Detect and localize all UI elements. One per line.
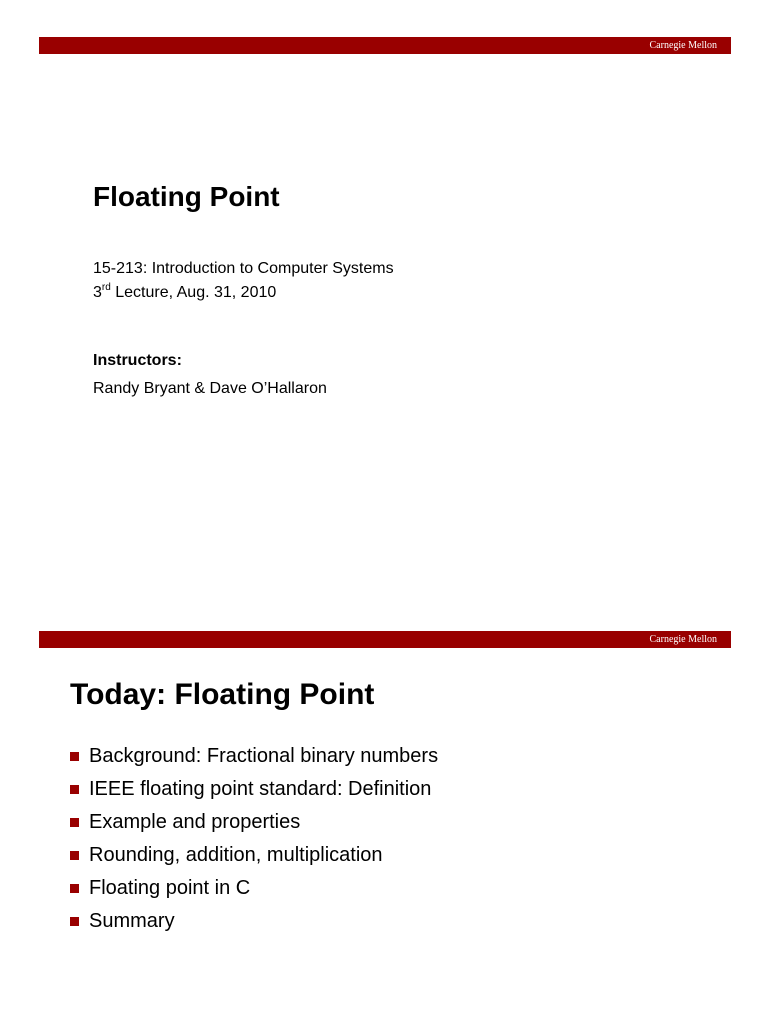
list-item [70,839,438,872]
lecture-ordinal-suffix: rd [101,282,111,293]
list-item-text: Floating point in C [89,877,251,899]
list-item [70,872,438,905]
list-item [70,740,438,773]
agenda-slide [0,600,768,1024]
square-bullet-icon [70,851,79,860]
list-item-text: Rounding, addition, multiplication [89,844,383,866]
square-bullet-icon [70,752,79,761]
square-bullet-icon [70,818,79,827]
list-item-text: Background: Fractional binary numbers [89,745,439,767]
agenda-list [70,740,438,938]
lecture-ordinal: 3 [93,284,102,301]
square-bullet-icon [70,917,79,926]
slide-title: Floating Point [93,181,280,212]
header-brand: Carnegie Mellon [649,634,717,645]
lecture-date: Lecture, Aug. 31, 2010 [110,284,277,301]
list-item-text: Summary [89,910,175,932]
list-item [70,905,438,938]
square-bullet-icon [70,785,79,794]
header-bar [39,37,731,54]
instructors-label: Instructors: [93,352,182,369]
list-item [70,773,438,806]
header-brand: Carnegie Mellon [649,40,717,51]
slide-title: Today: Floating Point [70,678,375,711]
lecture-line [93,283,276,303]
list-item [70,806,438,839]
header-bar [39,631,731,648]
square-bullet-icon [70,884,79,893]
list-item-text: IEEE floating point standard: Definition [89,778,432,800]
course-line: 15-213: Introduction to Computer Systems [93,260,394,277]
instructors-names: Randy Bryant & Dave O’Hallaron [93,380,327,397]
list-item-text: Example and properties [89,811,301,833]
